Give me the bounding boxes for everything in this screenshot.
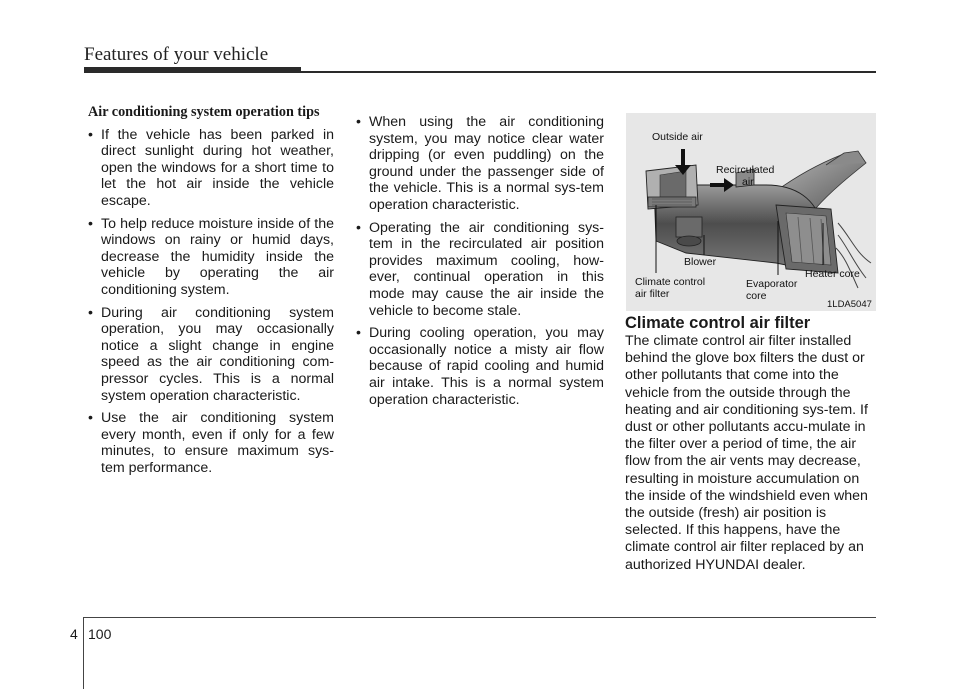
section-title-ac-tips: Air conditioning system operation tips [88,104,320,120]
page-number: 100 [88,626,112,642]
column-middle [356,114,604,414]
ac-tips-list [88,127,334,477]
label-recirculated-line2: air [742,176,754,188]
column-right [625,314,877,574]
label-outside-air: Outside air [652,131,703,143]
climate-system-diagram [626,113,876,311]
footer-rule [83,617,876,618]
label-heater-core: Heater core [805,268,860,280]
column-left [88,104,334,482]
label-evaporator-line2: core [746,290,767,302]
footer-divider [83,617,84,689]
list-item: • If the vehicle has been parked in direct sunlight during hot weather, open the windows for a short time to let the hot air inside the vehicle escape. [88,127,334,210]
ac-tips-list-continued [356,114,604,408]
list-item: • Operating the air conditioning sys-tem in the recirculated air position provides maximum cooling, how-ever, continual operation in this mode may cause the air inside the vehicle to become stale. [356,220,604,320]
page-header-title: Features of your vehicle [84,44,269,65]
header-rule-thin [84,71,876,73]
label-evaporator-line1: Evaporator [746,278,798,290]
list-item: • When using the air conditioning system, you may notice clear water dripping (or even puddling) on the ground under the passenger side of the vehicle. This is a normal sys-tem operation characteristic. [356,114,604,214]
list-item: • Use the air conditioning system every month, even if only for a few minutes, to ensure maximum sys-tem performance. [88,410,334,476]
figure-code: 1LDA5047 [827,299,872,310]
label-recirculated-line1: Recirculated [716,164,775,176]
label-blower: Blower [684,256,717,268]
label-climate-filter-line2: air filter [635,288,670,300]
list-item: • During air conditioning system operation, you may occasionally notice a slight change in engine speed as the air conditioning com-pressor cycles. This is a normal system operation characteristic. [88,305,334,405]
section-title-climate-filter: Climate control air filter [625,314,811,332]
chapter-number: 4 [70,626,78,642]
climate-filter-body: The climate control air filter installed behind the glove box filters the dust or other pollutants that come into the vehicle from the outside through the heating and air conditioning sys-tem. If dust or other pollutants accu-mulate in the filter over a period of time, the air flow from the air vents may decrease, resulting in moisture accumulation on the inside of the windshield even when the outside (fresh) air position is selected. If this happens, have the climate control air filter replaced by an authorized HYUNDAI dealer. [625,333,868,573]
label-climate-filter-line1: Climate control [635,276,706,288]
list-item: • During cooling operation, you may occasionally notice a misty air flow because of rapid cooling and humid air intake. This is a normal system operation characteristic. [356,325,604,408]
list-item: • To help reduce moisture inside of the windows on rainy or humid days, decrease the humidity inside the vehicle by operating the air conditioning system. [88,216,334,299]
